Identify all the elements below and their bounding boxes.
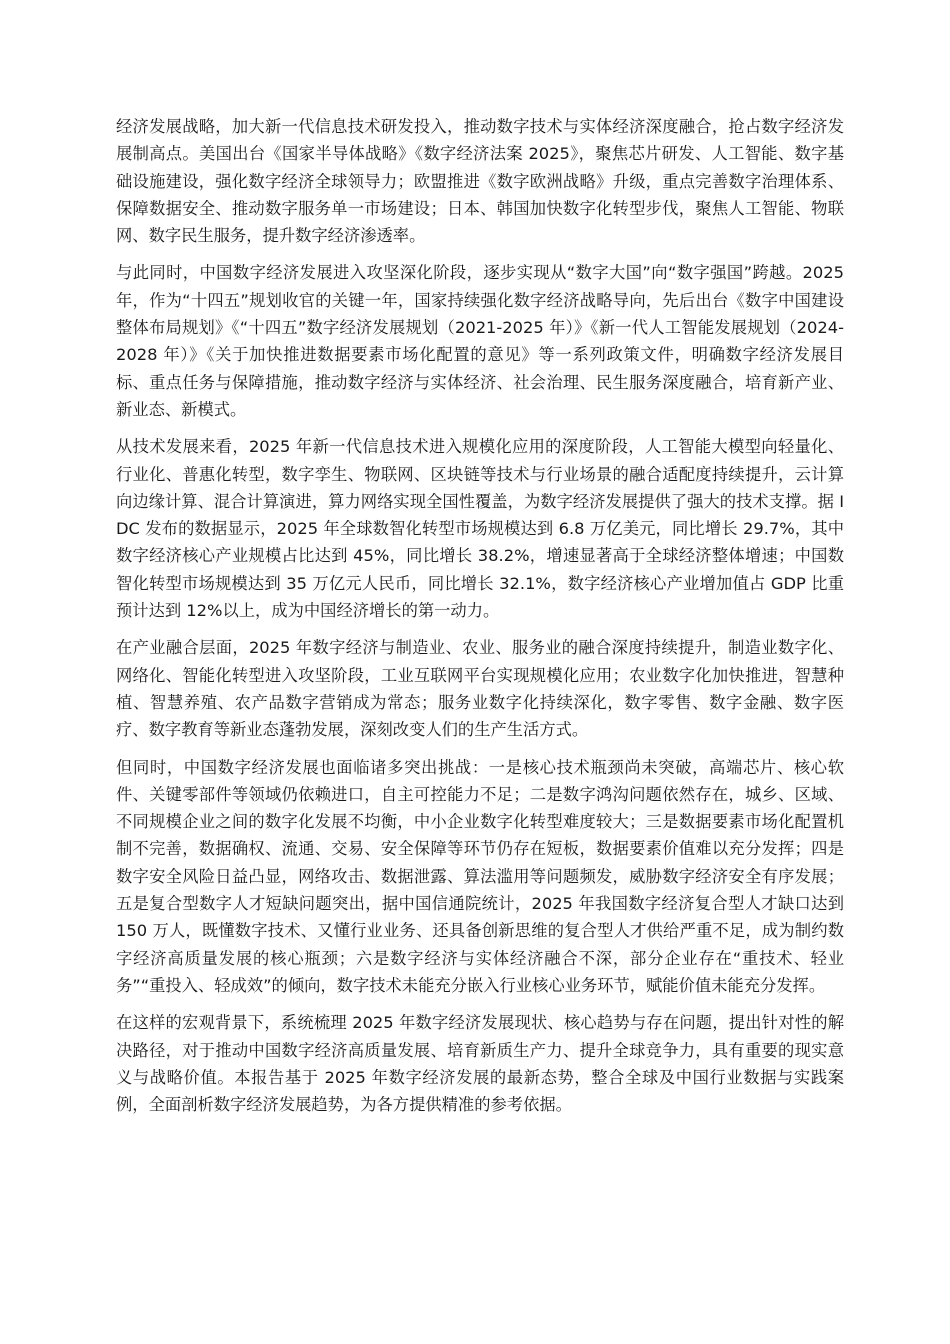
paragraph-challenges: 但同时，中国数字经济发展也面临诸多突出挑战：一是核心技术瓶颈尚未突破，高端芯片、核心软件、关键零部件等领域仍依赖进口，自主可控能力不足；二是数字鸿沟问题依然存在，城乡、区域、不同规模企业之间的数字化发展不均衡，中小企业数字化转型难度较大；三是数据要素市场化配置机制不完善，数据确权、流通、交易、安全保障等环节仍存在短板，数据要素价值难以充分发挥；四是数字安全风险日益凸显，网络攻击、数据泄露、算法滥用等问题频发，威胁数字经济安全有序发展；五是复合型数字人才短缺问题突出，据中国信通院统计，2025 年我国数字经济复合型人才缺口达到 150 万人，既懂数字技术、又懂行业业务、还具备创新思维的复合型人才供给严重不足，成为制约数字经济高质量发展的核心瓶颈；六是数字经济与实体经济融合不深，部分企业存在“重技术、轻业务”“重投入、轻成效”的倾向，数字技术未能充分嵌入行业核心业务环节，赋能价值未能充分发挥。 (116, 757, 844, 995)
document-body (116, 113, 844, 1128)
paragraph-technology-development: 从技术发展来看，2025 年新一代信息技术进入规模化应用的深度阶段，人工智能大模型向轻量化、行业化、普惠化转型，数字孪生、物联网、区块链等技术与行业场景的融合适配度持续提升，云计算向边缘计算、混合计算演进，算力网络实现全国性覆盖，为数字经济发展提供了强大的技术支撑。据 IDC 发布的数据显示，2025 年全球数智化转型市场规模达到 6.8 万亿美元，同比增长 29.7%，其中数字经济核心产业规模占比达到 45%，同比增长 38.2%，增速显著高于全球经济整体增速；中国数智化转型市场规模达到 35 万亿元人民币，同比增长 32.1%，数字经济核心产业增加值占 GDP 比重预计达到 12%以上，成为中国经济增长的第一动力。 (116, 437, 844, 621)
paragraph-industry-integration: 在产业融合层面，2025 年数字经济与制造业、农业、服务业的融合深度持续提升，制造业数字化、网络化、智能化转型进入攻坚阶段，工业互联网平台实现规模化应用；农业数字化加快推进，智慧种植、智慧养殖、农产品数字营销成为常态；服务业数字化持续深化，数字零售、数字金融、数字医疗、数字教育等新业态蓬勃发展，深刻改变人们的生产生活方式。 (116, 638, 844, 740)
paragraph-report-purpose: 在这样的宏观背景下，系统梳理 2025 年数字经济发展现状、核心趋势与存在问题，提出针对性的解决路径，对于推动中国数字经济高质量发展、培育新质生产力、提升全球竞争力，具有重要的现实意义与战略价值。本报告基于 2025 年数字经济发展的最新态势，整合全球及中国行业数据与实践案例，全面剖析数字经济发展趋势，为各方提供精准的参考依据。 (116, 1013, 844, 1115)
paragraph-global-strategies: 经济发展战略，加大新一代信息技术研发投入，推动数字技术与实体经济深度融合，抢占数字经济发展制高点。美国出台《国家半导体战略》《数字经济法案 2025》，聚焦芯片研发、人工智能、数字基础设施建设，强化数字经济全球领导力；欧盟推进《数字欧洲战略》升级，重点完善数字治理体系、保障数据安全、推动数字服务单一市场建设；日本、韩国加快数字化转型步伐，聚焦人工智能、物联网、数字民生服务，提升数字经济渗透率。 (116, 117, 844, 246)
paragraph-china-policy: 与此同时，中国数字经济发展进入攻坚深化阶段，逐步实现从“数字大国”向“数字强国”跨越。2025 年，作为“十四五”规划收官的关键一年，国家持续强化数字经济战略导向，先后出台《数字中国建设整体布局规划》《“十四五”数字经济发展规划（2021-2025 年）》《新一代人工智能发展规划（2024-2028 年）》《关于加快推进数据要素市场化配置的意见》等一系列政策文件，明确数字经济发展目标、重点任务与保障措施，推动数字经济与实体经济、社会治理、民生服务深度融合，培育新产业、新业态、新模式。 (116, 263, 844, 419)
